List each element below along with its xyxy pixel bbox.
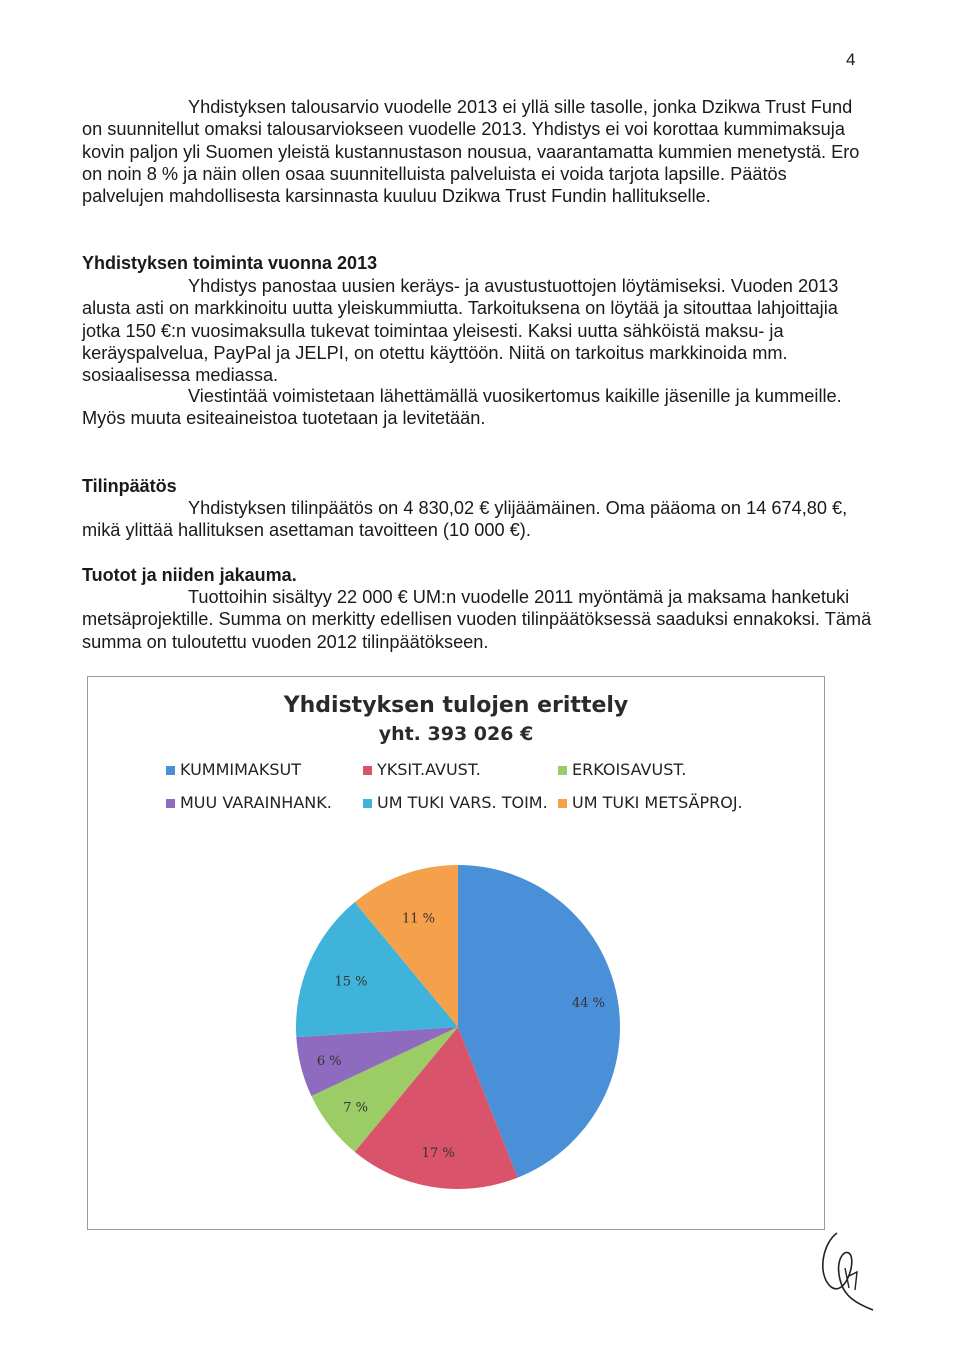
pie-slice-label: 7 % [343, 1100, 368, 1116]
pie-slice-label: 44 % [571, 996, 606, 1012]
activity-heading: Yhdistyksen toiminta vuonna 2013 [82, 253, 378, 273]
communication-paragraph: Viestintää voimistetaan lähettämällä vuosikertomus kaikille jäsenille ja kummeille. Myös muuta esiteaineistoa tuotetaan ja levitetään. [82, 386, 842, 429]
legend-swatch [363, 766, 372, 775]
legend-label: YKSIT.AVUST. [377, 760, 481, 779]
pie-chart-svg [88, 677, 824, 1229]
legend-label: UM TUKI METSÄPROJ. [572, 793, 743, 812]
pie-slices [296, 865, 620, 1189]
pie-slice-label: 17 % [421, 1145, 455, 1161]
chart-subtitle: yht. 393 026 € [378, 723, 534, 745]
chart-legend [166, 760, 743, 812]
legend-label: UM TUKI VARS. TOIM. [377, 793, 548, 812]
chart-title: Yhdistyksen tulojen erittely [283, 693, 629, 718]
legend-label: ERKOISAVUST. [572, 760, 687, 779]
income-paragraph: Tuottoihin sisältyy 22 000 € UM:n vuodelle 2011 myöntämä ja maksama hanketuki metsäprojektille. Summa on merkitty edellisen vuoden tilinpäätöksessä saaduksi ennakoksi. Tämä summa on tuloutettu vuoden 2012 tilinpäätökseen. [82, 587, 872, 652]
legend-label: KUMMIMAKSUT [180, 760, 301, 779]
pie-slice-label: 11 % [401, 911, 436, 927]
pie-slice-label: 6 % [316, 1054, 342, 1069]
legend-swatch [363, 799, 372, 808]
budget-paragraph: Yhdistyksen talousarvio vuodelle 2013 ei yllä sille tasolle, jonka Dzikwa Trust Fund on suunnitellut omaksi talousarviokseen vuodelle 2013. Yhdistys ei voi korottaa kummimaksuja kovin paljon yli Suomen yleistä kustannustason nousua, vaarantamatta kummien menetystä. Ero on noin 8 % ja näin ollen osaa suunnitelluista palveluista ei voida tarjota lapsille. Päätös palvelujen mahdollisesta karsinnasta kuuluu Dzikwa Trust Fundin hallitukselle. [82, 97, 860, 207]
legend-swatch [166, 799, 175, 808]
statements-heading: Tilinpäätös [82, 476, 177, 496]
income-heading: Tuotot ja niiden jakauma. [82, 565, 297, 585]
activity-paragraph: Yhdistys panostaa uusien keräys- ja avustustuottojen löytämiseksi. Vuoden 2013 alusta asti on markkinoitu uutta yleiskummiutta. Tarkoituksena on löytää ja sitouttaa lahjoittajia jotka 150 €:n vuosimaksulla tukevat toimintaa yleisesti. Kaksi uutta sähköistä maksu- ja keräyspalvelua, PayPal ja JELPI, on otettu käyttöön. Niitä on tarkoitus markkinoida mm. sosiaalisessa mediassa. [82, 276, 839, 386]
legend-swatch [166, 766, 175, 775]
legend-label: MUU VARAINHANK. [180, 793, 332, 812]
signature-mark [815, 1228, 885, 1318]
income-chart [87, 676, 825, 1230]
legend-swatch [558, 766, 567, 775]
page-number: 4 [846, 50, 856, 69]
statements-paragraph: Yhdistyksen tilinpäätös on 4 830,02 € ylijäämäinen. Oma pääoma on 14 674,80 €, mikä ylittää hallituksen asettaman tavoitteen (10 000 €). [82, 498, 848, 541]
legend-swatch [558, 799, 567, 808]
pie-slice-label: 15 % [334, 974, 368, 990]
